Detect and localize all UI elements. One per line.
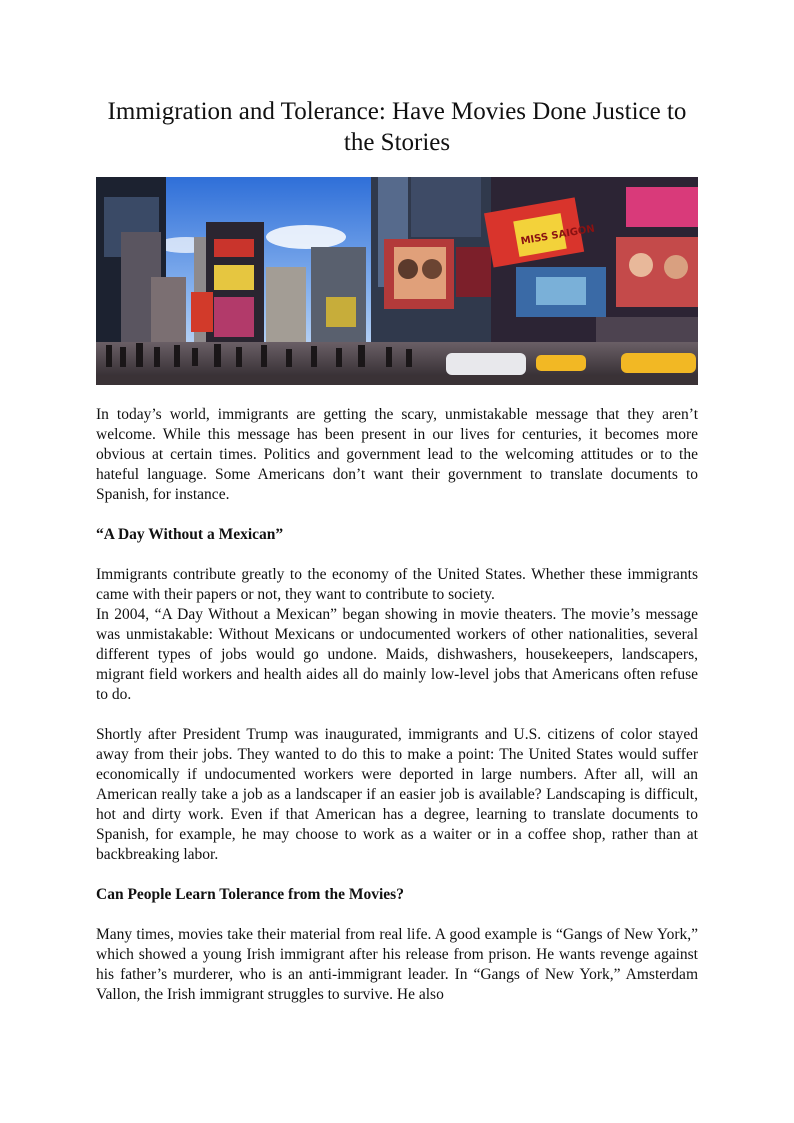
article-body xyxy=(96,405,698,1005)
times-square-photo xyxy=(96,177,698,385)
paragraph: In 2004, “A Day Without a Mexican” began showing in movie theaters. The movie’s message was unmistakable: Without Mexicans or undocumented workers of other nationalities, several different types of jobs would go undone. Maids, dishwashers, housekeepers, landscapers, migrant field workers and health aides all do mainly low-level jobs that Americans often refuse to do. xyxy=(96,606,698,703)
paragraph: Many times, movies take their material from real life. A good example is “Gangs of New York,” which showed a young Irish immigrant after his release from prison. He wants revenge against his father’s murderer, who is an anti-immigrant leader. In “Gangs of New York,” Amsterdam Vallon, the Irish immigrant struggles to survive. He also xyxy=(96,926,698,1003)
section-heading: “A Day Without a Mexican” xyxy=(96,526,284,543)
section-heading: Can People Learn Tolerance from the Movies? xyxy=(96,886,404,903)
paragraph: Immigrants contribute greatly to the economy of the United States. Whether these immigrants came with their papers or not, they want to contribute to society. xyxy=(96,566,698,603)
paragraph: In today’s world, immigrants are getting the scary, unmistakable message that they aren’t welcome. While this message has been present in our lives for centuries, it becomes more obvious at certain times. Politics and government lead to the welcoming attitudes or to the hateful language. Some Americans don’t want their government to translate documents to Spanish, for instance. xyxy=(96,406,698,503)
paragraph: Shortly after President Trump was inaugurated, immigrants and U.S. citizens of color stayed away from their jobs. They wanted to do this to make a point: The United States would suffer economically if undocumented workers were deported in large numbers. After all, will an American really take a job as a landscaper if an easier job is available? Landscaping is difficult, hot and dirty work. Even if that American has a degree, learning to translate documents to Spanish, for example, he may choose to work as a waiter or in a coffee shop, rather than at backbreaking labor. xyxy=(96,726,698,863)
document-title: Immigration and Tolerance: Have Movies Done Justice to the Stories xyxy=(107,98,687,156)
billboard-text: MISS SAIGON xyxy=(519,223,596,248)
